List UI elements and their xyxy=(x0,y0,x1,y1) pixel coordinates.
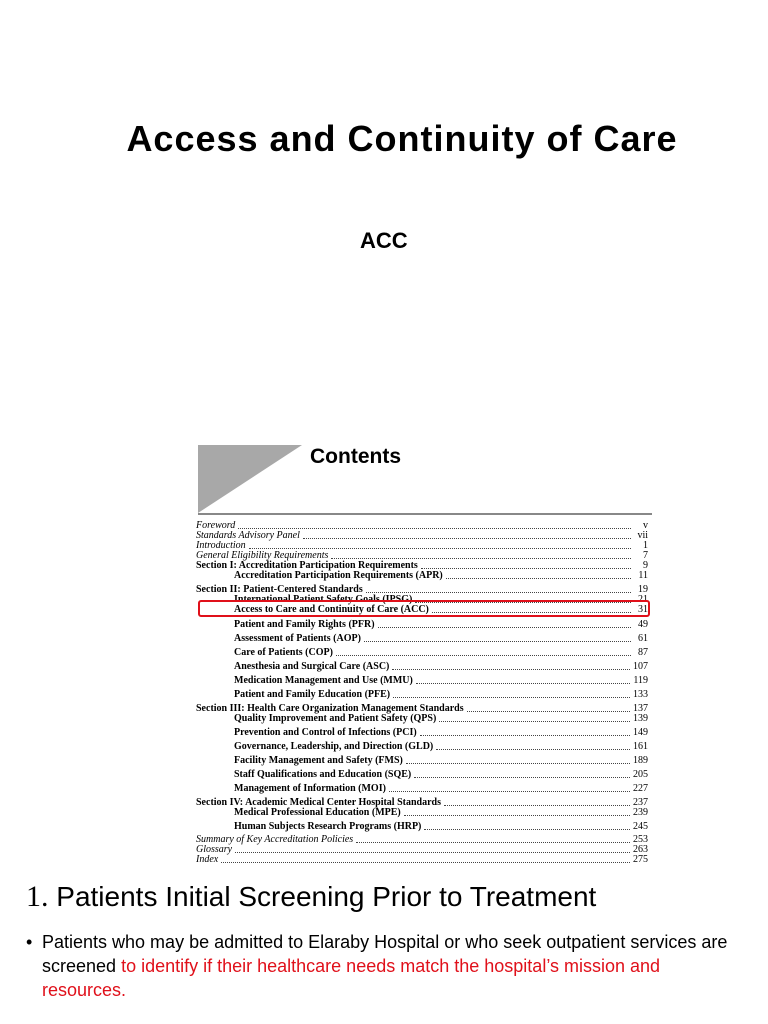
toc-page-number: 275 xyxy=(633,854,648,865)
toc-page-number: 133 xyxy=(633,689,648,700)
toc-leader-dots xyxy=(238,528,631,529)
toc-leader-dots xyxy=(336,655,631,656)
toc-label: Standards Advisory Panel xyxy=(196,530,300,541)
toc-label: Glossary xyxy=(196,844,233,855)
toc-leader-dots xyxy=(303,538,631,539)
contents-heading: Contents xyxy=(310,445,401,468)
toc-row xyxy=(196,728,648,738)
toc-page-number: 7 xyxy=(643,550,648,561)
toc-row xyxy=(196,648,648,658)
toc-page-number: 139 xyxy=(633,713,648,724)
toc-label: Care of Patients (COP) xyxy=(234,647,333,658)
toc-label: Patient and Family Rights (PFR) xyxy=(234,619,375,630)
toc-label: Medical Professional Education (MPE) xyxy=(234,807,401,818)
toc-page-number: 61 xyxy=(638,633,648,644)
toc-page-number: 189 xyxy=(633,755,648,766)
toc-leader-dots xyxy=(414,777,630,778)
toc-leader-dots xyxy=(404,815,630,816)
toc-page-number: 263 xyxy=(633,844,648,855)
toc-label: Section II: Patient-Centered Standards xyxy=(196,584,363,595)
toc-label: Section IV: Academic Medical Center Hospital Standards xyxy=(196,797,441,808)
toc-leader-dots xyxy=(436,749,630,750)
toc-leader-dots xyxy=(392,669,630,670)
toc-page-number: 87 xyxy=(638,647,648,658)
toc-label: Management of Information (MOI) xyxy=(234,783,386,794)
toc-row xyxy=(196,676,648,686)
toc-label: Foreword xyxy=(196,520,236,531)
toc-leader-dots xyxy=(439,721,630,722)
toc-label: Patient and Family Education (PFE) xyxy=(234,689,391,700)
toc-leader-dots xyxy=(389,791,630,792)
toc-row xyxy=(196,571,648,581)
toc-leader-dots xyxy=(446,578,631,579)
toc-row xyxy=(196,822,648,832)
toc-leader-dots xyxy=(249,548,631,549)
toc-page-number: 239 xyxy=(633,807,648,818)
toc-page-number: 137 xyxy=(633,703,648,714)
section-heading xyxy=(26,880,596,914)
toc-leader-dots xyxy=(331,558,631,559)
toc-leader-dots xyxy=(424,829,630,830)
toc-row xyxy=(196,531,648,541)
toc-label: Summary of Key Accreditation Policies xyxy=(196,834,354,845)
toc-label: Accreditation Participation Requirements (APR) xyxy=(234,570,443,581)
toc-label: Access to Care and Continuity of Care (ACC) xyxy=(234,604,429,615)
bullet-text-red: to identify if their healthcare needs match the hospital’s mission and resources. xyxy=(42,956,661,1000)
toc-row xyxy=(196,835,648,845)
toc-leader-dots xyxy=(467,711,630,712)
toc-leader-dots xyxy=(364,641,631,642)
toc-row xyxy=(196,784,648,794)
toc-page-number: v xyxy=(643,520,648,531)
toc-row xyxy=(196,756,648,766)
toc-label: Anesthesia and Surgical Care (ASC) xyxy=(234,661,390,672)
toc-row xyxy=(196,634,648,644)
toc-page-number: 253 xyxy=(633,834,648,845)
toc-page-number: 49 xyxy=(638,619,648,630)
toc-leader-dots xyxy=(356,842,630,843)
toc-row xyxy=(196,742,648,752)
toc-leader-dots xyxy=(366,592,631,593)
toc-page-number: 31 xyxy=(638,604,648,615)
toc-leader-dots xyxy=(378,627,631,628)
toc-row xyxy=(196,808,648,818)
toc-label: Facility Management and Safety (FMS) xyxy=(234,755,403,766)
toc-page-number: 237 xyxy=(633,797,648,808)
toc-row xyxy=(196,662,648,672)
toc-page-number: 119 xyxy=(633,675,648,686)
toc-page-number: 107 xyxy=(633,661,648,672)
toc-label: Assessment of Patients (AOP) xyxy=(234,633,361,644)
toc-label: Quality Improvement and Patient Safety (QPS) xyxy=(234,713,437,724)
toc-page-number: 245 xyxy=(633,821,648,832)
toc-page-number: 149 xyxy=(633,727,648,738)
toc-label: General Eligibility Requirements xyxy=(196,550,329,561)
toc-page-number: 227 xyxy=(633,783,648,794)
toc-label: Section I: Accreditation Participation Requirements xyxy=(196,560,418,571)
toc-label: International Patient Safety Goals (IPSG) xyxy=(234,594,413,605)
bullet-item xyxy=(26,930,746,1002)
page-subtitle: ACC xyxy=(360,228,408,253)
toc-leader-dots xyxy=(416,683,631,684)
toc-label: Introduction xyxy=(196,540,246,551)
section-number: 1. xyxy=(26,880,49,913)
toc-page-number: 21 xyxy=(638,594,648,605)
toc-page-number: 9 xyxy=(643,560,648,571)
toc-label: Prevention and Control of Infections (PCI) xyxy=(234,727,417,738)
toc-row xyxy=(196,690,648,700)
toc-row xyxy=(196,620,648,630)
toc-label: Staff Qualifications and Education (SQE) xyxy=(234,769,412,780)
toc-row xyxy=(196,855,648,865)
toc-label: Index xyxy=(196,854,219,865)
toc-row xyxy=(196,714,648,724)
toc-leader-dots xyxy=(393,697,630,698)
toc-label: Medication Management and Use (MMU) xyxy=(234,675,413,686)
toc-leader-dots xyxy=(406,763,630,764)
toc-page-number: 1 xyxy=(643,540,648,551)
toc-leader-dots xyxy=(420,735,630,736)
toc-leader-dots xyxy=(421,568,631,569)
toc-page-number: 19 xyxy=(638,584,648,595)
toc-page-number: 205 xyxy=(633,769,648,780)
toc-leader-dots xyxy=(444,805,630,806)
page-title: Access and Continuity of Care xyxy=(126,118,678,159)
toc-label: Governance, Leadership, and Direction (GLD) xyxy=(234,741,434,752)
bullet-text xyxy=(42,930,746,1002)
bullet-text-black: Patients who may be admitted to Elaraby Hospital or who seek outpatient services are screened xyxy=(42,932,728,976)
contents-triangle-decoration xyxy=(198,445,302,513)
toc-row xyxy=(196,845,648,855)
toc-row xyxy=(196,770,648,780)
toc-page-number: vii xyxy=(637,530,648,541)
section-heading-text: Patients Initial Screening Prior to Treatment xyxy=(56,881,597,912)
acc-highlight-box xyxy=(198,600,650,617)
contents-rule xyxy=(198,513,652,515)
toc-page-number: 11 xyxy=(638,570,648,581)
toc-page-number: 161 xyxy=(633,741,648,752)
toc-label: Section III: Health Care Organization Management Standards xyxy=(196,703,464,714)
toc-leader-dots xyxy=(235,852,630,853)
bullet-symbol: • xyxy=(26,932,33,952)
toc-label: Human Subjects Research Programs (HRP) xyxy=(234,821,422,832)
toc-leader-dots xyxy=(221,862,630,863)
contents-image xyxy=(196,445,652,865)
